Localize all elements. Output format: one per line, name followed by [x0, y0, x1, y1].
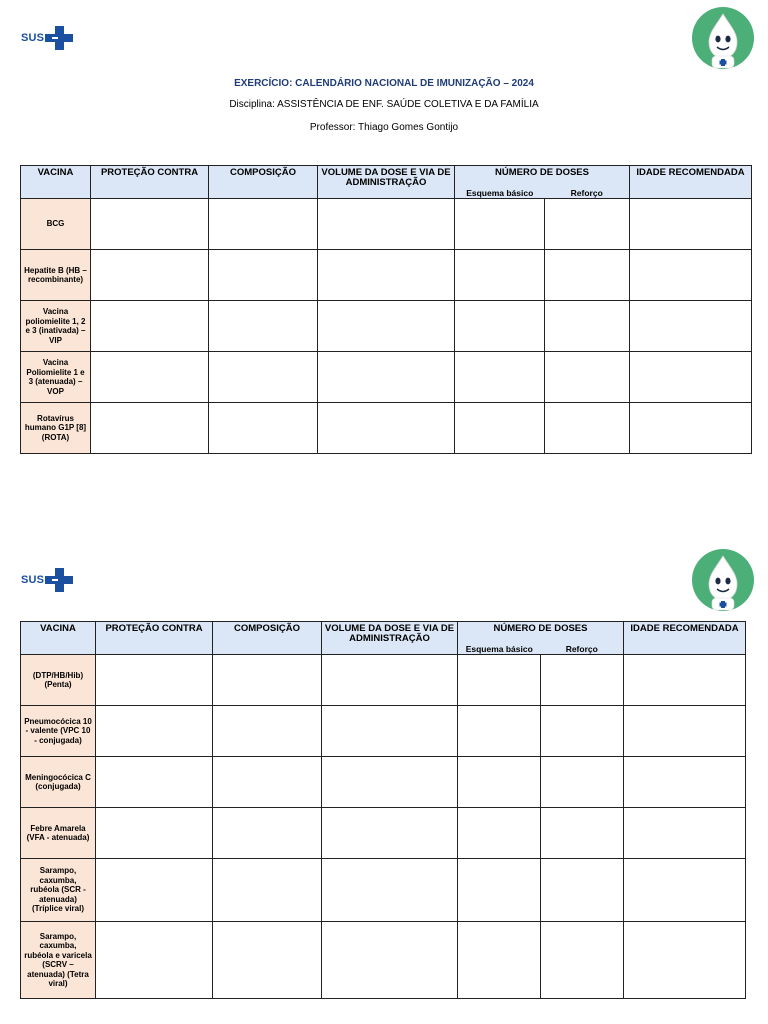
col-header-reforco: Reforço: [570, 188, 603, 198]
protecao-cell[interactable]: [96, 655, 213, 706]
reforco-cell[interactable]: [545, 199, 630, 250]
volume-cell[interactable]: [322, 859, 458, 922]
table-row: [21, 199, 752, 250]
subject-line: Disciplina: ASSISTÊNCIA DE ENF. SAÚDE COLETIVA E DA FAMÍLIA: [229, 99, 539, 110]
table-row: [21, 922, 746, 999]
table-row: [21, 706, 746, 757]
col-header-protecao: PROTEÇÃO CONTRA: [91, 166, 209, 199]
idade-cell[interactable]: [630, 301, 752, 352]
teacher-line: Professor: Thiago Gomes Gontijo: [309, 122, 459, 133]
col-header-doses-label: NÚMERO DE DOSES: [493, 623, 588, 634]
composicao-cell[interactable]: [213, 808, 322, 859]
col-header-composicao: COMPOSIÇÃO: [213, 622, 322, 655]
composicao-cell[interactable]: [213, 706, 322, 757]
vaccine-table-1: [20, 165, 752, 454]
esquema-cell[interactable]: [458, 706, 541, 757]
col-header-composicao: COMPOSIÇÃO: [209, 166, 318, 199]
col-header-esquema: Esquema básico: [466, 188, 534, 198]
protecao-cell[interactable]: [91, 301, 209, 352]
reforco-cell[interactable]: [541, 706, 624, 757]
col-header-protecao: PROTEÇÃO CONTRA: [96, 622, 213, 655]
vaccine-name: Meningocócica C (conjugada): [21, 757, 96, 808]
col-header-vacina: VACINA: [21, 622, 96, 655]
composicao-cell[interactable]: [209, 352, 318, 403]
col-header-doses: [455, 166, 630, 199]
reforco-cell[interactable]: [545, 403, 630, 454]
vaccine-name: Vacina poliomielite 1, 2 e 3 (inativada) – VIP: [21, 301, 91, 352]
col-header-reforco: Reforço: [565, 644, 598, 654]
vaccine-name: Vacina Poliomielite 1 e 3 (atenuada) – VOP: [21, 352, 91, 403]
protecao-cell[interactable]: [96, 922, 213, 999]
composicao-cell[interactable]: [209, 199, 318, 250]
volume-cell[interactable]: [318, 352, 455, 403]
protecao-cell[interactable]: [96, 757, 213, 808]
esquema-cell[interactable]: [455, 199, 545, 250]
idade-cell[interactable]: [624, 706, 746, 757]
volume-cell[interactable]: [322, 655, 458, 706]
volume-cell[interactable]: [322, 922, 458, 999]
col-header-volume: VOLUME DA DOSE E VIA DE ADMINISTRAÇÃO: [322, 622, 458, 655]
esquema-cell[interactable]: [455, 301, 545, 352]
volume-cell[interactable]: [318, 199, 455, 250]
table-row: [21, 859, 746, 922]
table-row: [21, 352, 752, 403]
idade-cell[interactable]: [624, 859, 746, 922]
volume-cell[interactable]: [318, 250, 455, 301]
col-header-doses-label: NÚMERO DE DOSES: [495, 167, 589, 178]
table-row: [21, 403, 752, 454]
table-row: [21, 301, 752, 352]
protecao-cell[interactable]: [96, 808, 213, 859]
ze-gotinha-mascot-icon: [691, 548, 755, 612]
table-row: [21, 757, 746, 808]
protecao-cell[interactable]: [91, 199, 209, 250]
reforco-cell[interactable]: [545, 250, 630, 301]
reforco-cell[interactable]: [545, 301, 630, 352]
vaccine-name: Rotavírus humano G1P [8] (ROTA): [21, 403, 91, 454]
esquema-cell[interactable]: [455, 250, 545, 301]
esquema-cell[interactable]: [458, 859, 541, 922]
reforco-cell[interactable]: [541, 922, 624, 999]
esquema-cell[interactable]: [458, 757, 541, 808]
col-header-idade: IDADE RECOMENDADA: [624, 622, 746, 655]
esquema-cell[interactable]: [455, 352, 545, 403]
composicao-cell[interactable]: [209, 301, 318, 352]
vaccine-name: BCG: [21, 199, 91, 250]
idade-cell[interactable]: [630, 352, 752, 403]
composicao-cell[interactable]: [209, 403, 318, 454]
volume-cell[interactable]: [322, 808, 458, 859]
sus-logo: [21, 26, 73, 50]
sus-cross-icon: [45, 26, 73, 50]
esquema-cell[interactable]: [458, 655, 541, 706]
idade-cell[interactable]: [624, 808, 746, 859]
composicao-cell[interactable]: [209, 250, 318, 301]
sus-cross-icon: [45, 568, 73, 592]
page-title: EXERCÍCIO: CALENDÁRIO NACIONAL DE IMUNIZAÇÃO – 2024: [234, 78, 534, 89]
protecao-cell[interactable]: [96, 859, 213, 922]
vaccine-name: Sarampo, caxumba, rubéola e varicela (SCRV – atenuada) (Tetra viral): [21, 922, 96, 999]
reforco-cell[interactable]: [541, 808, 624, 859]
idade-cell[interactable]: [624, 757, 746, 808]
sus-logo-text: SUS: [21, 32, 45, 44]
vaccine-name: Sarampo, caxumba, rubéola (SCR - atenuada) (Tríplice viral): [21, 859, 96, 922]
esquema-cell[interactable]: [458, 922, 541, 999]
vaccine-name: Hepatite B (HB – recombinante): [21, 250, 91, 301]
composicao-cell[interactable]: [213, 859, 322, 922]
sus-logo-text: SUS: [21, 574, 45, 586]
table-row: [21, 808, 746, 859]
volume-cell[interactable]: [322, 757, 458, 808]
ze-gotinha-mascot-icon: [691, 6, 755, 70]
volume-cell[interactable]: [318, 403, 455, 454]
protecao-cell[interactable]: [91, 352, 209, 403]
protecao-cell[interactable]: [91, 250, 209, 301]
vaccine-name: Pneumocócica 10 - valente (VPC 10 - conjugada): [21, 706, 96, 757]
composicao-cell[interactable]: [213, 757, 322, 808]
table-row: [21, 250, 752, 301]
col-header-esquema: Esquema básico: [465, 644, 533, 654]
col-header-idade: IDADE RECOMENDADA: [630, 166, 752, 199]
composicao-cell[interactable]: [213, 922, 322, 999]
table-row: [21, 655, 746, 706]
idade-cell[interactable]: [630, 403, 752, 454]
reforco-cell[interactable]: [545, 352, 630, 403]
idade-cell[interactable]: [630, 250, 752, 301]
vaccine-table-2: [20, 621, 746, 999]
idade-cell[interactable]: [624, 922, 746, 999]
composicao-cell[interactable]: [213, 655, 322, 706]
idade-cell[interactable]: [630, 199, 752, 250]
reforco-cell[interactable]: [541, 859, 624, 922]
reforco-cell[interactable]: [541, 757, 624, 808]
col-header-vacina: VACINA: [21, 166, 91, 199]
protecao-cell[interactable]: [91, 403, 209, 454]
esquema-cell[interactable]: [455, 403, 545, 454]
volume-cell[interactable]: [318, 301, 455, 352]
col-header-doses: [458, 622, 624, 655]
idade-cell[interactable]: [624, 655, 746, 706]
sus-logo: [21, 568, 73, 592]
col-header-volume: VOLUME DA DOSE E VIA DE ADMINISTRAÇÃO: [318, 166, 455, 199]
vaccine-name: Febre Amarela (VFA - atenuada): [21, 808, 96, 859]
protecao-cell[interactable]: [96, 706, 213, 757]
esquema-cell[interactable]: [458, 808, 541, 859]
reforco-cell[interactable]: [541, 655, 624, 706]
vaccine-name: (DTP/HB/Hib) (Penta): [21, 655, 96, 706]
volume-cell[interactable]: [322, 706, 458, 757]
